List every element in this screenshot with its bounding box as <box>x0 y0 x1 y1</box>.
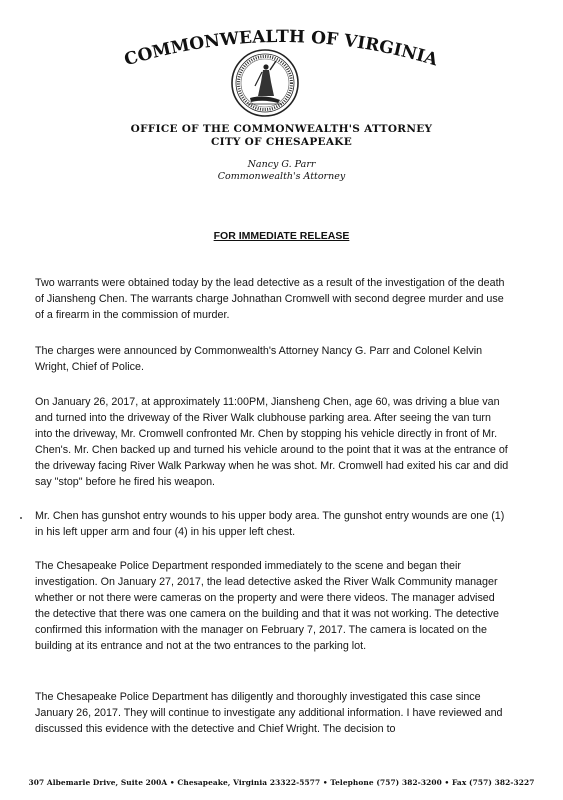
office-title-line2: CITY OF CHESAPEAKE <box>210 136 353 148</box>
commonwealth-title-text: COMMONWEALTH OF VIRGINIA <box>122 26 440 71</box>
svg-text:· · · · ·: · · · · · <box>259 107 271 111</box>
paragraph-investigation: The Chesapeake Police Department responded immediately to the scene and began their investigation. On January 27, 2017, the lead detective asked the River Walk Community manager whether or not there were cameras on the property and were there videos. The manager advised the detective that there was one camera on the building and that it was not working. The detective confirmed this information with the manager on February 7, 2017. The camera is located on the building at its entrance and not at the two entrances to the parking lot. <box>35 560 499 652</box>
attorney-title: Commonwealth's Attorney <box>217 171 346 182</box>
scan-speck <box>20 517 22 519</box>
footer-address: 307 Albemarle Drive, Suite 200A • Chesapeake, Virginia 23322-5577 • Telephone (757) 382-3200 • Fax (757) 382-3227 <box>28 778 535 787</box>
virginia-state-seal-icon <box>230 48 300 118</box>
paragraph-wounds: Mr. Chen has gunshot entry wounds to his upper body area. The gunshot entry wounds are one (1) in his left upper arm and four (4) in his upper left chest. <box>35 510 505 538</box>
paragraph-ongoing: The Chesapeake Police Department has diligently and thoroughly investigated this case since January 26, 2017. They will continue to investigate any additional information. I have reviewed and discussed this evidence with the detective and Chief Wright. The decision to <box>35 691 503 735</box>
attorney-name: Nancy G. Parr <box>247 159 316 170</box>
release-label: FOR IMMEDIATE RELEASE <box>213 230 350 242</box>
paragraph-incident: On January 26, 2017, at approximately 11:00PM, Jiansheng Chen, age 60, was driving a blue van and turned into the driveway of the River Walk clubhouse parking area. After seeing the van turn into the driveway, Mr. Cromwell confronted Mr. Chen by stopping his vehicle directly in front of Mr. Chen's. Mr. Chen backed up and turned his vehicle around to the point that it was at the entrance of the driveway facing River Walk Parkway when he was shot. Mr. Cromwell had exited his car and did say "stop" before he fired his weapon. <box>35 396 509 488</box>
paragraph-charges-announced: The charges were announced by Commonwealth's Attorney Nancy G. Parr and Colonel Kelvin Wright, Chief of Police. <box>35 345 483 373</box>
office-title-line1: OFFICE OF THE COMMONWEALTH'S ATTORNEY <box>130 123 433 135</box>
paragraph-warrants: Two warrants were obtained today by the lead detective as a result of the investigation of the death of Jiansheng Chen. The warrants charge Johnathan Cromwell with second degree murder and use of a firearm in the commission of murder. <box>35 277 505 321</box>
